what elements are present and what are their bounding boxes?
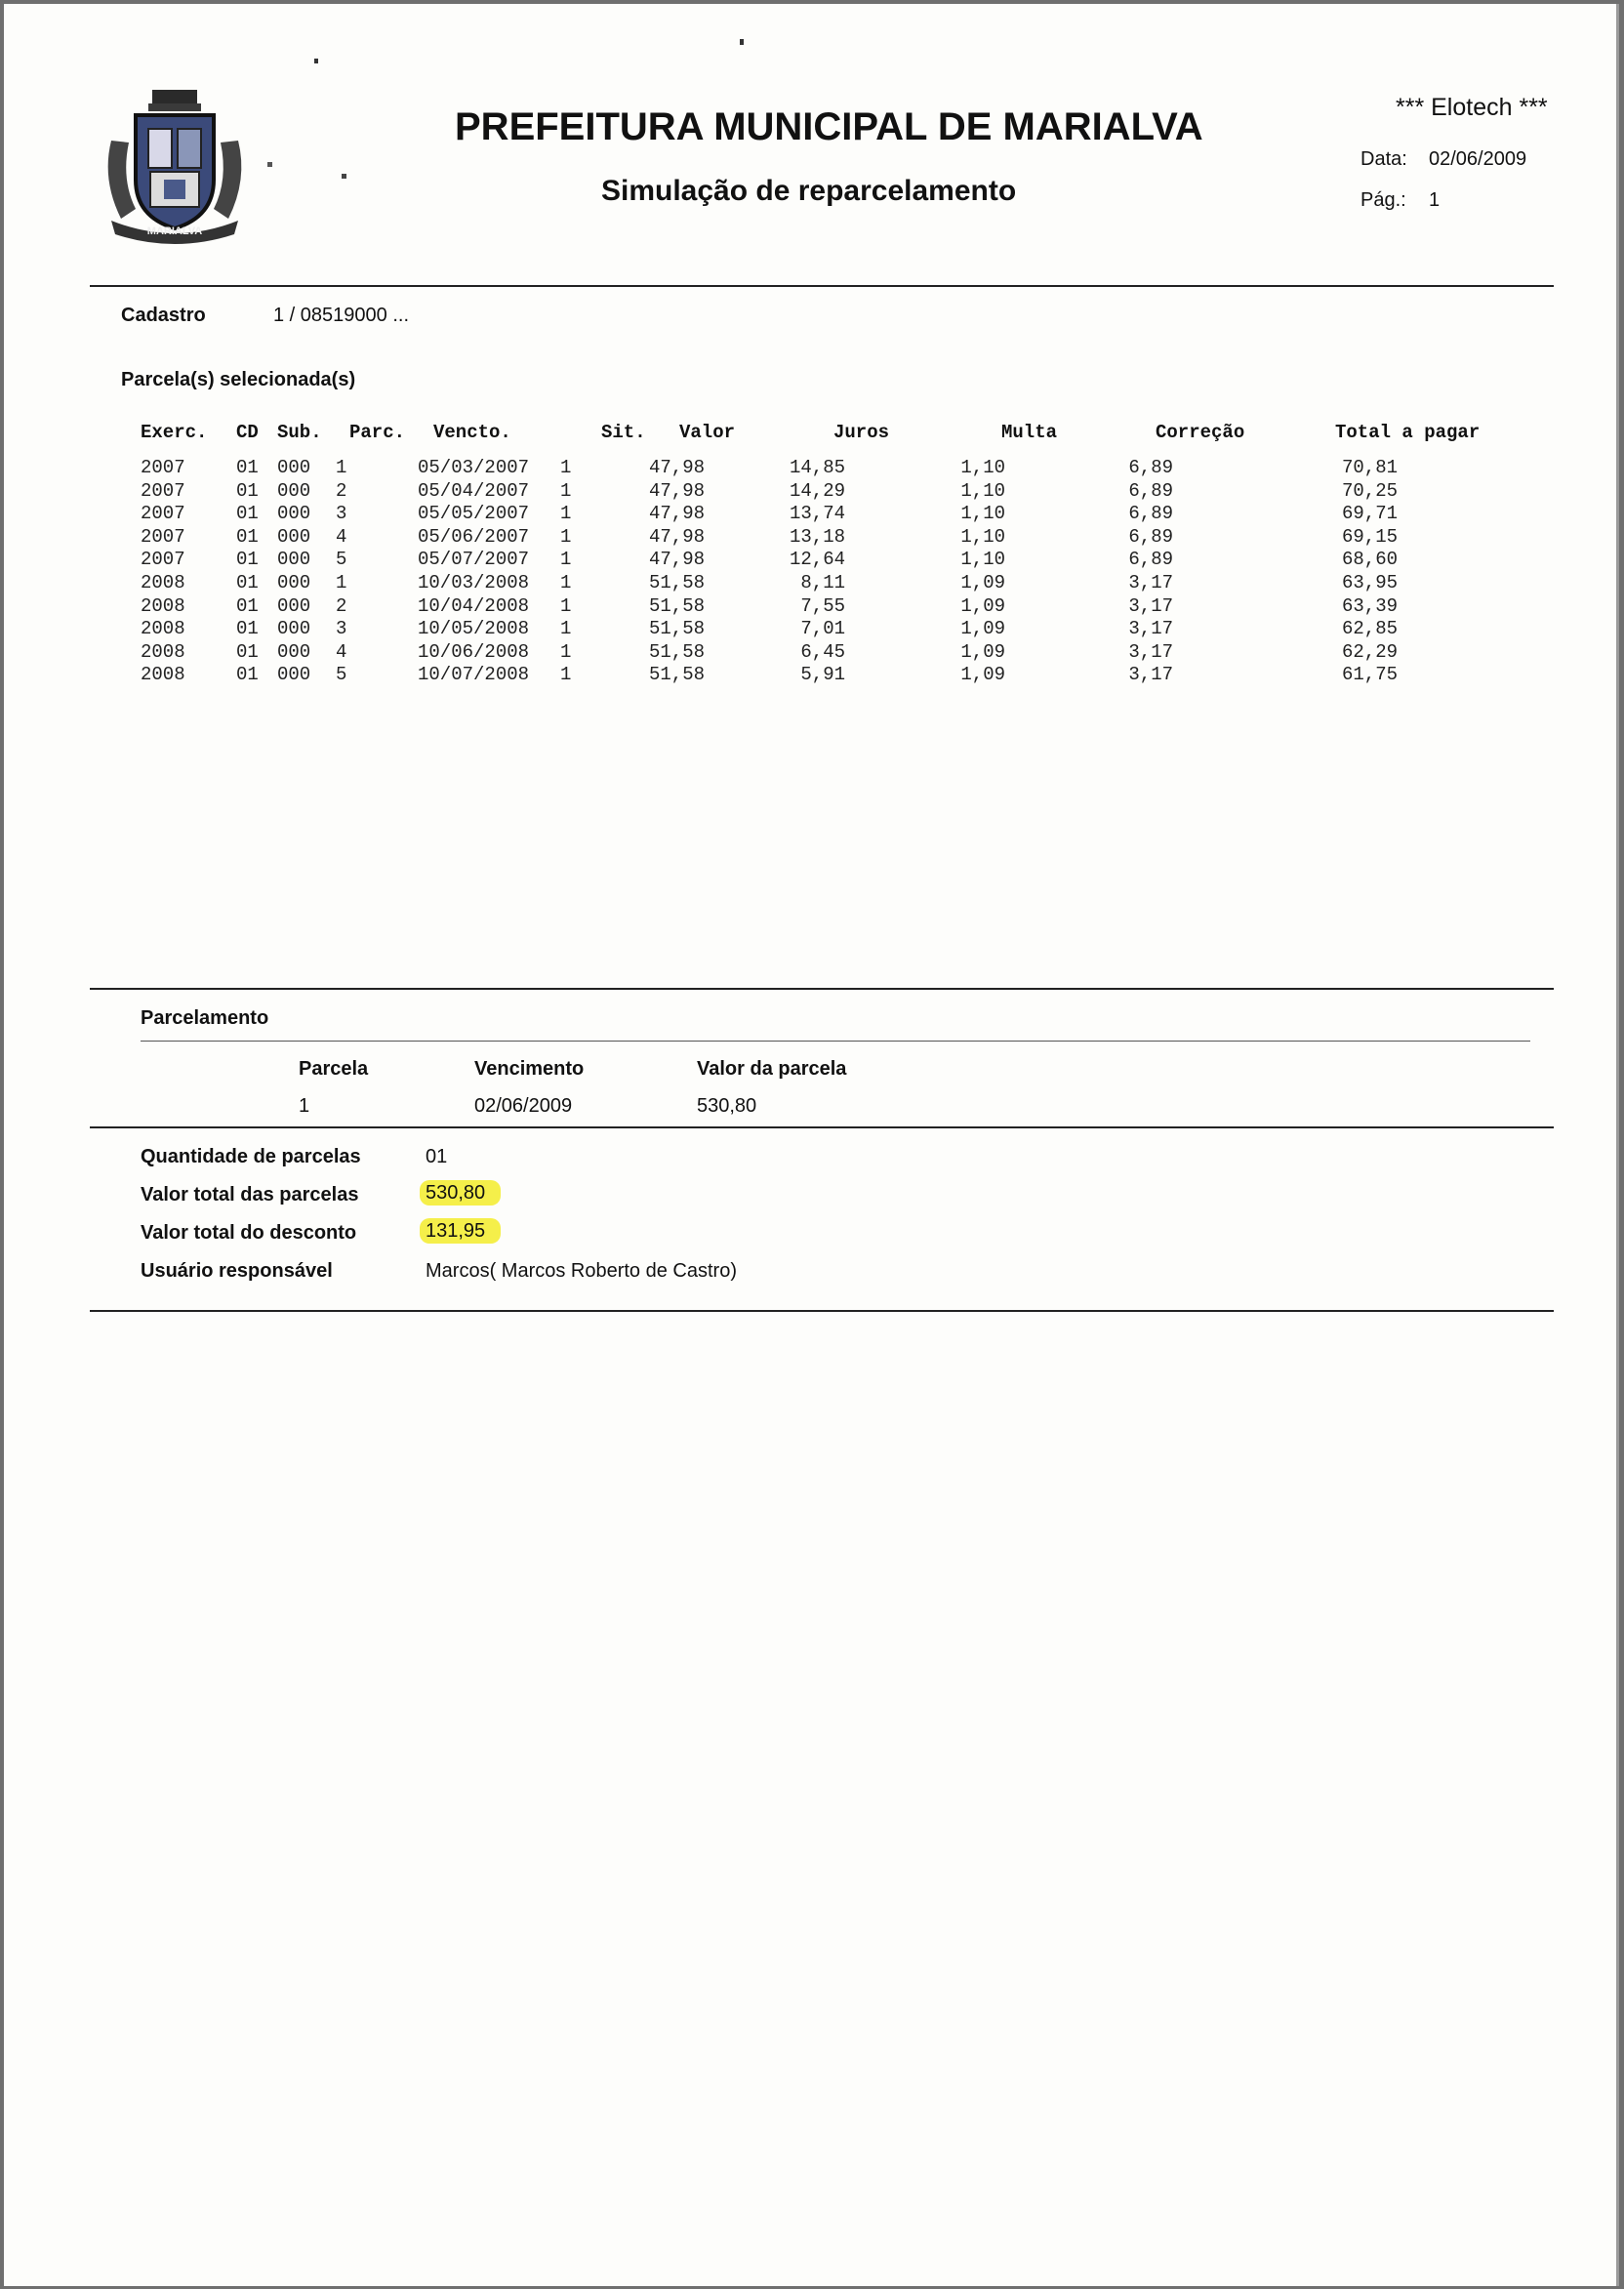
cell-parc: 5: [336, 549, 347, 571]
selected-table-body: [4, 457, 1616, 691]
cell-total: 63,95: [1341, 572, 1398, 593]
selected-table-header: [4, 422, 1616, 445]
col-header-valor: Valor: [679, 422, 736, 443]
cell-sit: 1: [560, 479, 572, 502]
total-desconto-label: Valor total do desconto: [141, 1222, 357, 1244]
cell-total: 68,60: [1341, 549, 1398, 571]
cell-multa: 1,09: [960, 572, 1005, 593]
cell-cd: 01: [236, 479, 259, 502]
cell-sit: 1: [560, 525, 572, 548]
page-number-label: Pág.:: [1360, 189, 1406, 211]
col-header-exerc: Exerc.: [141, 422, 208, 443]
cell-exerc: 2007: [141, 549, 185, 571]
cell-cd: 01: [236, 664, 259, 686]
col-header-sit: Sit.: [601, 422, 646, 443]
cell-correcao: 3,17: [1128, 664, 1173, 686]
scan-speck: [267, 162, 272, 167]
cell-correcao: 6,89: [1128, 503, 1173, 525]
cell-cd: 01: [236, 618, 259, 640]
total-parcelas-label: Valor total das parcelas: [141, 1184, 359, 1206]
cell-juros: 12,64: [789, 549, 845, 571]
cell-multa: 1,10: [960, 457, 1005, 478]
cell-sit: 1: [560, 664, 572, 686]
cadastro-label: Cadastro: [121, 305, 206, 326]
table-row: [4, 572, 1616, 594]
table-row: [4, 480, 1616, 503]
cell-correcao: 3,17: [1128, 594, 1173, 617]
cell-multa: 1,09: [960, 640, 1005, 663]
table-row: [4, 618, 1616, 640]
cell-correcao: 6,89: [1128, 549, 1173, 571]
svg-text:MARIALVA: MARIALVA: [146, 225, 203, 237]
cell-total: 62,85: [1341, 618, 1398, 640]
table-row: [4, 549, 1616, 571]
coat-of-arms-icon: [92, 82, 258, 248]
cell-total: 63,39: [1341, 594, 1398, 617]
summary-divider: [90, 1126, 1554, 1128]
cell-sub: 000: [277, 640, 311, 663]
table-row: [4, 457, 1616, 479]
date-value: 02/06/2009: [1429, 148, 1527, 170]
cell-multa: 1,09: [960, 664, 1005, 686]
cell-parc: 1: [336, 572, 347, 593]
cell-parc: 3: [336, 503, 347, 525]
scan-speck: [740, 39, 744, 45]
cell-juros: 5,91: [800, 664, 845, 686]
cell-parc: 2: [336, 594, 347, 617]
table-row: [4, 526, 1616, 549]
cell-valor: 47,98: [648, 549, 705, 571]
cell-sub: 000: [277, 572, 311, 593]
cell-juros: 7,55: [800, 594, 845, 617]
page-subtitle: Simulação de reparcelamento: [601, 175, 1017, 207]
cell-multa: 1,10: [960, 503, 1005, 525]
cell-total: 69,15: [1341, 525, 1398, 548]
cell-parc: 4: [336, 640, 347, 663]
cell-sub: 000: [277, 525, 311, 548]
cell-parc: 3: [336, 618, 347, 640]
table-row: [4, 641, 1616, 664]
col-header-cd: CD: [236, 422, 259, 443]
cell-sit: 1: [560, 640, 572, 663]
vendor-label: *** Elotech ***: [1396, 94, 1548, 121]
parcelamento-heading: Parcelamento: [141, 1007, 269, 1029]
col-header-vencto: Vencto.: [433, 422, 511, 443]
cell-cd: 01: [236, 640, 259, 663]
cell-cd: 01: [236, 457, 259, 478]
cell-parc: 5: [336, 664, 347, 686]
page-title: PREFEITURA MUNICIPAL DE MARIALVA: [455, 105, 1203, 148]
page-number-line: [1360, 189, 1440, 212]
cell-juros: 7,01: [800, 618, 845, 640]
cell-cd: 01: [236, 549, 259, 571]
cell-exerc: 2008: [141, 618, 185, 640]
cell-total: 62,29: [1341, 640, 1398, 663]
selected-installments-heading: Parcela(s) selecionada(s): [121, 369, 356, 390]
cell-multa: 1,10: [960, 525, 1005, 548]
cell-cd: 01: [236, 594, 259, 617]
usuario-label: Usuário responsável: [141, 1260, 333, 1282]
cadastro-value: 1 / 08519000 ...: [273, 305, 410, 326]
cell-vencto: 10/04/2008: [418, 594, 530, 617]
total-desconto-value: [426, 1220, 501, 1243]
cell-valor: 51,58: [648, 594, 705, 617]
cell-correcao: 6,89: [1128, 457, 1173, 478]
col-header-multa: Multa: [1001, 422, 1058, 443]
cell-exerc: 2007: [141, 457, 185, 478]
cell-multa: 1,09: [960, 594, 1005, 617]
cell-valor: 47,98: [648, 479, 705, 502]
cell-juros: 13,18: [789, 525, 845, 548]
cell-juros: 6,45: [800, 640, 845, 663]
col-header-correcao: Correção: [1156, 422, 1245, 443]
col-header-parc: Parc.: [349, 422, 406, 443]
cell-parc: 1: [336, 457, 347, 478]
col-header-valor-parcela: Valor da parcela: [697, 1058, 847, 1080]
cell-vencto: 05/05/2007: [418, 503, 530, 525]
cell-sit: 1: [560, 618, 572, 640]
date-line: [1360, 148, 1526, 171]
cell-cd: 01: [236, 503, 259, 525]
parcelamento-divider: [141, 1041, 1530, 1042]
cell-correcao: 3,17: [1128, 640, 1173, 663]
cell-correcao: 6,89: [1128, 479, 1173, 502]
cell-sub: 000: [277, 479, 311, 502]
table-row: [4, 503, 1616, 525]
cell-total: 70,81: [1341, 457, 1398, 478]
cell-parc: 2: [336, 479, 347, 502]
qtd-parcelas-label: Quantidade de parcelas: [141, 1146, 361, 1167]
section-divider: [90, 988, 1554, 990]
cell-valor: 47,98: [648, 503, 705, 525]
cell-juros: 8,11: [800, 572, 845, 593]
cell-sit: 1: [560, 503, 572, 525]
cell-sub: 000: [277, 618, 311, 640]
document-page: [4, 4, 1619, 2286]
cell-total: 61,75: [1341, 664, 1398, 686]
table-row: [4, 595, 1616, 618]
cell-exerc: 2007: [141, 503, 185, 525]
scan-speck: [314, 59, 318, 63]
cell-vencto: 05/03/2007: [418, 457, 530, 478]
col-header-parcela: Parcela: [299, 1058, 369, 1080]
cell-valor: 47,98: [648, 457, 705, 478]
cell-vencto: 05/04/2007: [418, 479, 530, 502]
cell-valor: 51,58: [648, 664, 705, 686]
total-parcelas-value: [426, 1182, 501, 1205]
cell-juros: 14,29: [789, 479, 845, 502]
cell-vencto: 05/07/2007: [418, 549, 530, 571]
cell-valor: 51,58: [648, 640, 705, 663]
cell-vencto: 10/07/2008: [418, 664, 530, 686]
highlighted-total: 530,80: [420, 1180, 501, 1206]
cell-correcao: 6,89: [1128, 525, 1173, 548]
cell-vencto: 10/05/2008: [418, 618, 530, 640]
cell-sub: 000: [277, 594, 311, 617]
cell-vencto: 10/03/2008: [418, 572, 530, 593]
cell-cd: 01: [236, 572, 259, 593]
cell-total: 70,25: [1341, 479, 1398, 502]
qtd-parcelas-value: 01: [426, 1146, 448, 1167]
cell-total: 69,71: [1341, 503, 1398, 525]
cell-exerc: 2007: [141, 525, 185, 548]
cell-cd: 01: [236, 525, 259, 548]
col-header-juros: Juros: [833, 422, 890, 443]
cell-juros: 14,85: [789, 457, 845, 478]
page-number-value: 1: [1429, 189, 1441, 211]
highlighted-desconto: 131,95: [420, 1218, 501, 1244]
cell-exerc: 2008: [141, 640, 185, 663]
col-header-sub: Sub.: [277, 422, 322, 443]
date-label: Data:: [1360, 148, 1407, 170]
cell-parc: 4: [336, 525, 347, 548]
usuario-value: Marcos( Marcos Roberto de Castro): [426, 1260, 737, 1282]
cell-sub: 000: [277, 664, 311, 686]
parcela-vencimento: 02/06/2009: [474, 1095, 573, 1117]
cell-exerc: 2008: [141, 572, 185, 593]
cell-sit: 1: [560, 572, 572, 593]
cell-correcao: 3,17: [1128, 618, 1173, 640]
scan-speck: [342, 174, 346, 179]
table-row: [4, 664, 1616, 686]
header-divider: [90, 285, 1554, 287]
footer-divider: [90, 1310, 1554, 1312]
cell-exerc: 2008: [141, 594, 185, 617]
col-header-vencimento: Vencimento: [474, 1058, 585, 1080]
cell-multa: 1,10: [960, 549, 1005, 571]
parcela-valor: 530,80: [697, 1095, 757, 1117]
cell-valor: 47,98: [648, 525, 705, 548]
cell-exerc: 2007: [141, 479, 185, 502]
cell-sit: 1: [560, 549, 572, 571]
cell-sub: 000: [277, 457, 311, 478]
cell-valor: 51,58: [648, 572, 705, 593]
cell-vencto: 05/06/2007: [418, 525, 530, 548]
cell-multa: 1,09: [960, 618, 1005, 640]
cell-exerc: 2008: [141, 664, 185, 686]
cell-multa: 1,10: [960, 479, 1005, 502]
cell-valor: 51,58: [648, 618, 705, 640]
cell-correcao: 3,17: [1128, 572, 1173, 593]
cell-vencto: 10/06/2008: [418, 640, 530, 663]
cell-sub: 000: [277, 503, 311, 525]
cell-juros: 13,74: [789, 503, 845, 525]
cell-sub: 000: [277, 549, 311, 571]
parcela-number: 1: [299, 1095, 310, 1117]
cell-sit: 1: [560, 594, 572, 617]
col-header-total: Total a pagar: [1335, 422, 1481, 443]
cell-sit: 1: [560, 457, 572, 478]
